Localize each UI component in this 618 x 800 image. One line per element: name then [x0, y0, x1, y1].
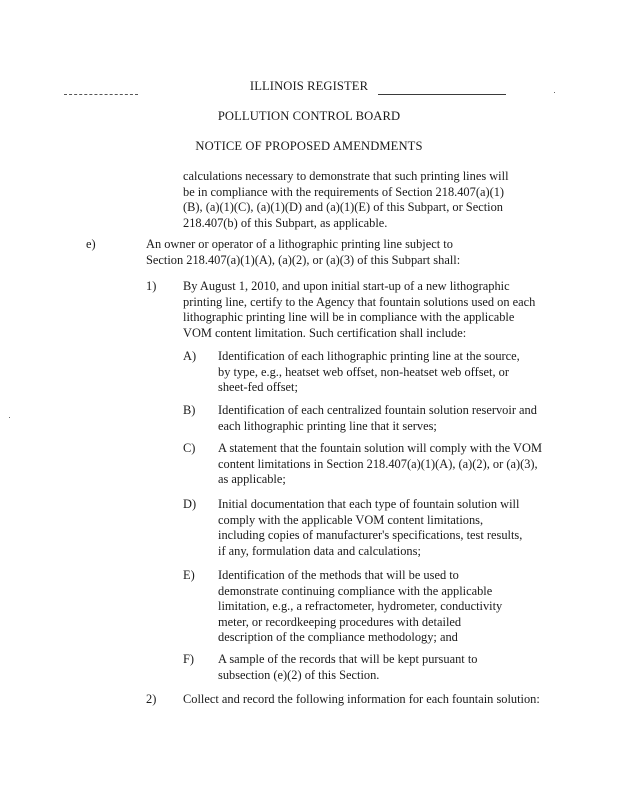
subitem-a-marker: A) — [183, 349, 197, 363]
subitem-f-marker: F) — [183, 652, 195, 666]
continuation-paragraph: calculations necessary to demonstrate that such printing lines will be in compliance with the requirements of Section 218.407(a)(1)(B), (a)(1)(C), (a)(1)(D) and (a)(1)(E) of this Subpart, or Section 218.407(b) of this Subpart, as applicable. — [183, 169, 509, 230]
board-title: POLLUTION CONTROL BOARD — [217, 109, 401, 123]
item-2-marker: 2) — [146, 692, 157, 706]
subitem-c-text: A statement that the fountain solution will comply with the VOM content limitations in Section 218.407(a)(1)(A), (a)(2), or (a)(3), as applicable; — [218, 441, 542, 486]
item-1-marker: 1) — [146, 279, 157, 293]
subitem-c-marker: C) — [183, 441, 196, 455]
register-title: ILLINOIS REGISTER — [249, 79, 369, 93]
scan-speck — [554, 92, 555, 93]
subitem-d-text: Initial documentation that each type of fountain solution will comply with the applicable VOM content limitations, including copies of manufacturer's specifications, test results, if any, formulation data and calculations; — [218, 497, 523, 558]
subitem-f-text: A sample of the records that will be kept pursuant to subsection (e)(2) of this Section. — [218, 652, 478, 682]
header-right-rule — [378, 94, 506, 95]
subitem-b-marker: B) — [183, 403, 196, 417]
subitem-a-text: Identification of each lithographic printing line at the source, by type, e.g., heatset web offset, non-heatset web offset, or sheet-fed offset; — [218, 349, 520, 394]
item-1-text: By August 1, 2010, and upon initial start-up of a new lithographic printing line, certify to the Agency that fountain solutions used on each lithographic printing line will be in compliance with the applicable VOM content limitation. Such certification shall include: — [183, 279, 536, 340]
section-e-text: An owner or operator of a lithographic printing line subject to Section 218.407(a)(1)(A), (a)(2), or (a)(3) of this Subpart shall: — [146, 237, 461, 267]
section-e-marker: e) — [86, 237, 96, 251]
subitem-d-marker: D) — [183, 497, 197, 511]
subitem-e-text: Identification of the methods that will be used to demonstrate continuing compliance with the applicable limitation, e.g., a refractometer, hydrometer, conductivity meter, or recordkeeping procedures with detailed description of the compliance methodology; and — [218, 568, 503, 644]
scan-speck — [9, 417, 10, 418]
item-2-text: Collect and record the following information for each fountain solution: — [183, 692, 540, 706]
subitem-e-marker: E) — [183, 568, 195, 582]
subitem-b-text: Identification of each centralized fountain solution reservoir and each lithographic printing line that it serves; — [218, 403, 537, 433]
notice-title: NOTICE OF PROPOSED AMENDMENTS — [195, 139, 423, 153]
